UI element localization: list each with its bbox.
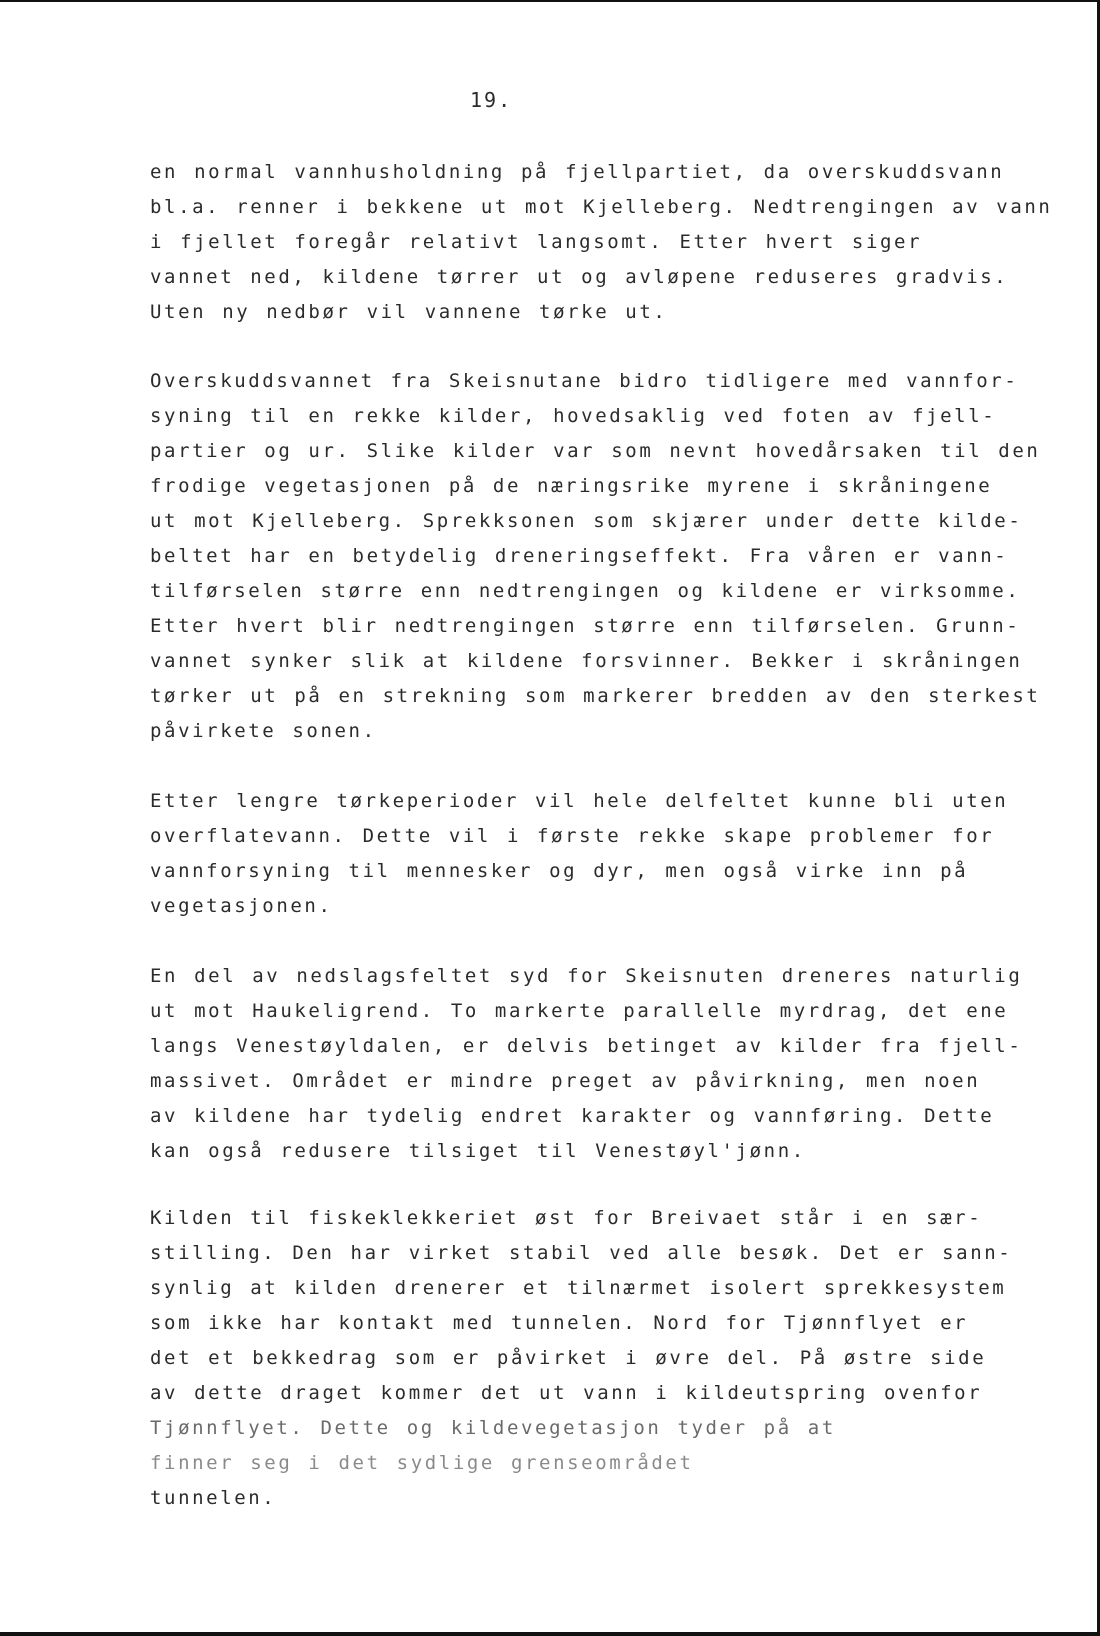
text-line: av dette draget kommer det ut vann i kildeutspring ovenfor [150, 1382, 983, 1404]
text-line: ut mot Haukeligrend. To markerte parallelle myrdrag, det ene [150, 1000, 1009, 1022]
text-line: overflatevann. Dette vil i første rekke skape problemer for [150, 825, 995, 847]
text-line: i fjellet foregår relativt langsomt. Etter hvert siger [150, 231, 923, 253]
paragraph-3 [150, 784, 1040, 924]
text-line: det et bekkedrag som er påvirket i øvre del. På østre side [150, 1347, 987, 1369]
text-line: massivet. Området er mindre preget av påvirkning, men noen [150, 1070, 981, 1092]
paragraph-4 [150, 959, 1040, 1169]
text-line: beltet har en betydelig dreneringseffekt. Fra våren er vann- [150, 545, 1009, 567]
text-line: frodige vegetasjonen på de næringsrike myrene i skråningene [150, 475, 993, 497]
text-line: Tjønnflyet. Dette og kildevegetasjon tyder på at [150, 1417, 836, 1439]
paragraph-2 [150, 364, 1040, 749]
paragraph-1 [150, 155, 1053, 330]
text-line: vannforsyning til mennesker og dyr, men også virke inn på [150, 860, 969, 882]
text-line: vannet synker slik at kildene forsvinner. Bekker i skråningen [150, 650, 1023, 672]
text-line: finner seg i det sydlige grenseområdet [150, 1452, 694, 1474]
text-line: kan også redusere tilsiget til Venestøyl'jønn. [150, 1140, 806, 1162]
text-line: stilling. Den har virket stabil ved alle besøk. Det er sann- [150, 1242, 1013, 1264]
text-line: av kildene har tydelig endret karakter og vannføring. Dette [150, 1105, 995, 1127]
text-line: En del av nedslagsfeltet syd for Skeisnuten dreneres naturlig [150, 965, 1023, 987]
text-line: syning til en rekke kilder, hovedsaklig ved foten av fjell- [150, 405, 997, 427]
text-line: som ikke har kontakt med tunnelen. Nord for Tjønnflyet er [150, 1312, 969, 1334]
text-line: Kilden til fiskeklekkeriet øst for Breivaet står i en sær- [150, 1207, 983, 1229]
text-line: en normal vannhusholdning på fjellpartiet, da overskuddsvann [150, 161, 1005, 183]
text-line: påvirkete sonen. [150, 720, 377, 742]
text-line: Uten ny nedbør vil vannene tørke ut. [150, 301, 668, 323]
text-line: bl.a. renner i bekkene ut mot Kjelleberg. Nedtrengingen av vann [150, 196, 1053, 218]
paragraph-5 [150, 1201, 1040, 1516]
text-line: vegetasjonen. [150, 895, 333, 917]
text-line: partier og ur. Slike kilder var som nevnt hovedårsaken til den [150, 440, 1041, 462]
text-line: Overskuddsvannet fra Skeisnutane bidro tidligere med vannfor- [150, 370, 1019, 392]
text-line: Etter hvert blir nedtrengingen større enn tilførselen. Grunn- [150, 615, 1021, 637]
text-line: vannet ned, kildene tørrer ut og avløpene reduseres gradvis. [150, 266, 1009, 288]
text-line: ut mot Kjelleberg. Sprekksonen som skjærer under dette kilde- [150, 510, 1023, 532]
text-line: Etter lengre tørkeperioder vil hele delfeltet kunne bli uten [150, 790, 1009, 812]
text-line: synlig at kilden drenerer et tilnærmet isolert sprekkesystem [150, 1277, 1007, 1299]
text-line: langs Venestøyldalen, er delvis betinget av kilder fra fjell- [150, 1035, 1023, 1057]
text-line: tunnelen. [150, 1487, 277, 1509]
text-line: tørker ut på en strekning som markerer bredden av den sterkest [150, 685, 1041, 707]
text-line: tilførselen større enn nedtrengingen og kildene er virksomme. [150, 580, 1021, 602]
page-number: 19. [470, 88, 513, 112]
